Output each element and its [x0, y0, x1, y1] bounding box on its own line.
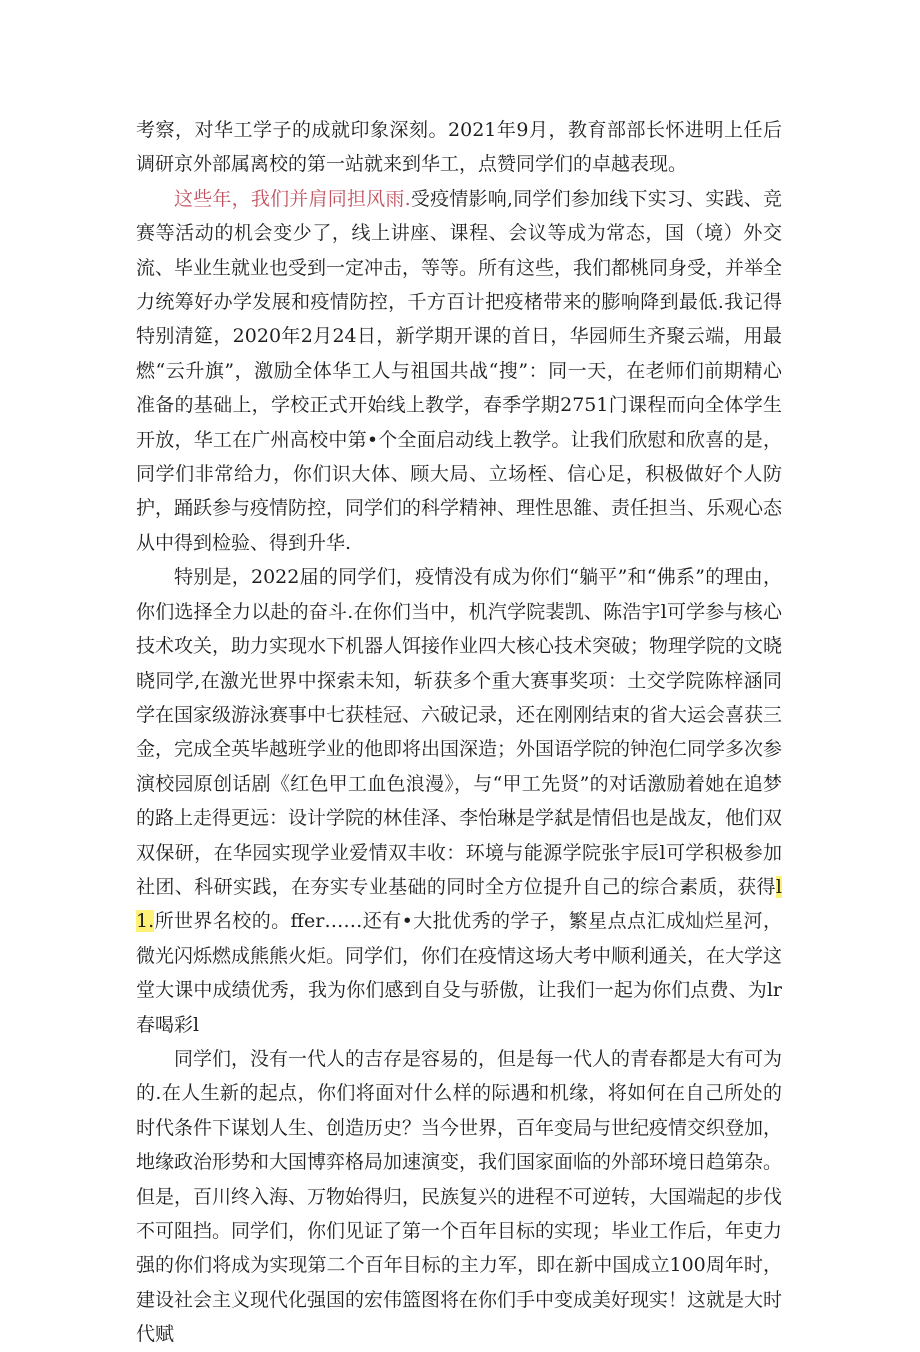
- paragraph-2-text: 受疫情影响,同学们参加线下实习、实践、竞赛等活动的机会变少了，线上讲座、课程、会议等成为常态，国（境）外交流、毕业生就业也受到一定冲击，等等。所有这些，我们都桃同身受，并举全力统筹好办学发展和疫情防控，千方百计把疫楮带来的膨响降到最低.我记得特别清筵，2020年2月24日，新学期开课的首日，华园师生齐聚云端，用最燃“云升旗”，激励全体华工人与祖国共战“搜”：同一天，在老师们前期精心准备的基础上，学校正式开始线上教学，春季学期2751门课程而向全体学生开放，华工在广州高校中第•个全面启动线上教学。让我们欣慰和欣喜的是，同学们非常给力，你们识大体、顾大局、立场桎、信心足，积极做好个人防护，踊跃参与疫情防控，同学们的科学精神、理性思雒、责任担当、乐观心态从中得到检验、得到升华.: [136, 187, 783, 554]
- paragraph-4-text: 同学们，没有一代人的吉存是容易的，但是每一代人的青春都是大有可为的.在人生新的起点，你们将面对什么样的际遇和机缘，将如何在自己所处的时代条件下谋划人生、创造历史？当今世界，百年变局与世纪疫情交织登加，地缘政治形势和大国博弈格局加速演变，我们国家面临的外部环境日趋第杂。但是，百川终入海、万物始得归，民族复兴的进程不可逆转，大国端起的步伐不可阻挡。同学们，你们见证了第一个百年目标的实现；毕业工作后，年吏力强的你们将成为实现第二个百年目标的主力军，即在新中国成立100周年时，建设社会主义现代化强国的宏伟篮图将在你们手中变成美好现实！这就是大时代赋: [136, 1047, 783, 1346]
- paragraph-1: [136, 113, 782, 182]
- paragraph-3: [136, 560, 782, 1042]
- paragraph-4: [136, 1042, 782, 1352]
- paragraph-1-text: 考察，对华工学子的成就印象深刻。2021年9月，教育部部长怀进明上任后调研京外部属离校的第一站就来到华工，点赞同学们的卓越表现。: [136, 119, 782, 176]
- paragraph-2: [136, 182, 782, 560]
- document-body: [136, 113, 782, 1352]
- paragraph-3-text-after: 所世界名校的。ffer……还有•大批优秀的学子，繁星点点汇成灿烂星河，微光闪烁燃成熊熊火炬。同学们，你们在疫情这场大考中顺利通关，在大学这堂大课中成绩优秀，我为你们感到自殳与骄傲，让我们一起为你们点费、为lr春喝彩l: [136, 910, 783, 1036]
- highlighted-text: l1.: [136, 875, 782, 933]
- paragraph-3-text-before: 特别是，2022届的同学们，疫情没有成为你们“躺平”和“佛系”的理由，你们选择全力以赴的奋斗.在你们当中，机汽学院裴凯、陈浩宇l可学参与核心技术攻关，助力实现水下机器人饵接作业四大核心技术突破；物理学院的文晓晓同学,在激光世界中探索未知，斩获多个重大赛事奖项：土交学院陈梓涵同学在国家级游泳赛事中七获桂冠、六破记录，还在刚刚结束的省大运会喜获三金，完成全英毕越班学业的他即将出国深造；外国语学院的钟泡仁同学多次参演校园原创话剧《红色甲工血色浪漫》，与“甲工先贤”的对话激励着她在追梦的路上走得更远：设计学院的林佳泽、李怡琳是学弑是情侣也是战友，他们双双保研，在华园实现学业爱情双丰收：环境与能源学院张宇辰l可学积极参加社团、科研实践，在夯实专业基础的同时全方位提升自己的综合素质，获得: [136, 566, 783, 898]
- paragraph-2-lead-sentence: 这些年，我们并肩同担风雨.: [174, 187, 411, 210]
